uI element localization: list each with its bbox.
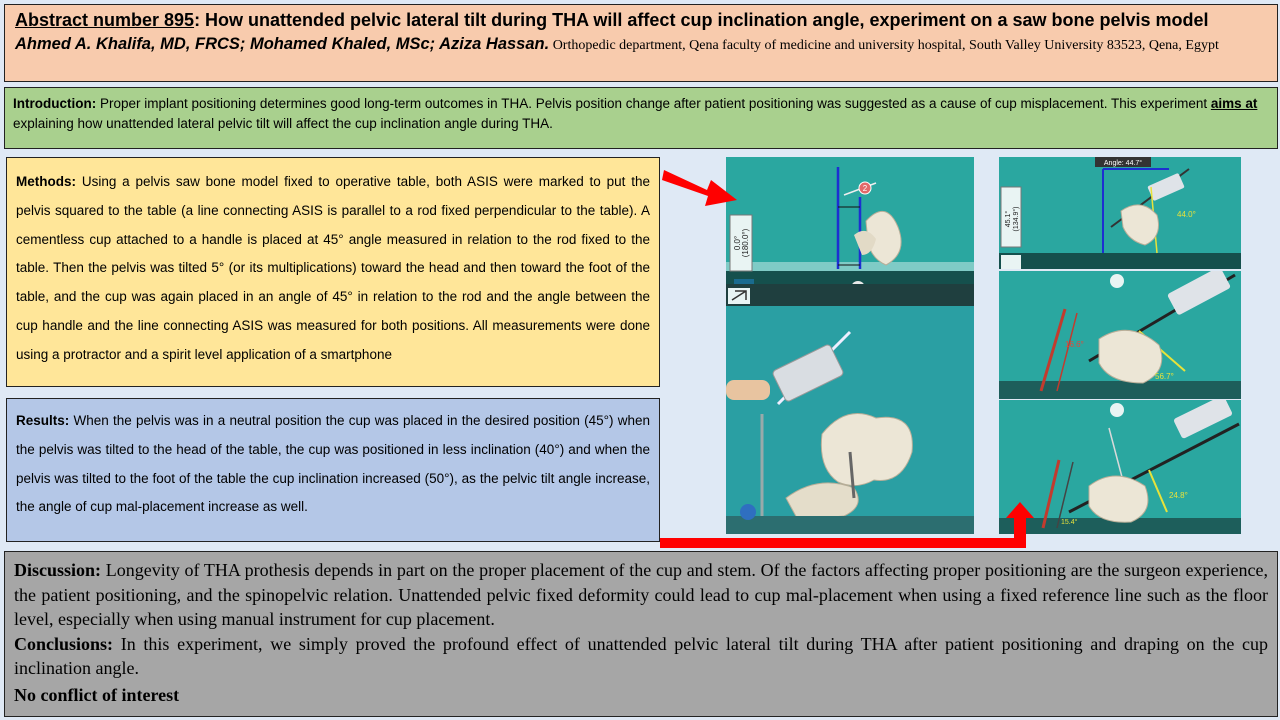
abstract-number: Abstract number 895 — [15, 10, 195, 30]
conclusions-text: In this experiment, we simply proved the profound effect of unattended pelvic lateral tilt during THA after patient positioning and draping on the cup inclination angle. — [14, 633, 1268, 678]
p4-angle-a: 16.6° — [1065, 340, 1084, 349]
p1-readout-2: (180.0°) — [741, 228, 750, 258]
p3-angle: 44.0° — [1177, 210, 1196, 219]
p3-readout-2: (134.9°) — [1013, 206, 1020, 232]
discussion-text: Longevity of THA prothesis depends in part on the proper placement of the cup and stem. Of the factors affecting proper positioning are the surgeon experience, the patient positioning, and the spinopelvic relation. Unattended pelvic fixed deformity could lead to cup mal-placement when using a fixed reference line such as the floor level, especially when using manual instrument for cup placement. — [14, 560, 1268, 629]
introduction-text-2: explaining how unattended lateral pelvic tilt will affect the cup inclination angle during THA. — [13, 116, 553, 131]
arrow-to-photos — [662, 170, 737, 206]
methods-text: Using a pelvis saw bone model fixed to operative table, both ASIS were marked to put the pelvis squared to the table (a line connecting ASIS is parallel to a rod fixed perpendicular to the table). A cementless cup attached to a handle is placed at 45° angle measured in relation to the rod fixed to the table. Then the pelvis was tilted 5° (or its multiplications) toward the head and then toward the foot of the table, and the cup was again placed in an angle of 45° in relation to the rod and the angle between the cup handle and the line connecting ASIS was measured for both positions. All measurements were done using a protractor and a spirit level application of a smartphone — [16, 174, 650, 362]
p1-badge: 2 — [862, 184, 868, 193]
introduction-emphasis: aims at — [1210, 96, 1258, 111]
title-text: : How unattended pelvic lateral tilt during THA will affect cup inclination angle, experiment on a saw bone pelvis model — [194, 10, 1209, 30]
arrow-to-right-photos — [660, 502, 1034, 548]
p3-readout: 45.1° — [1005, 210, 1012, 228]
p4-angle-b: 56.7° — [1155, 372, 1174, 381]
introduction-text-1: Proper implant positioning determines good long-term outcomes in THA. Pelvis position change after patient positioning was suggested as a cause of cup misplacement. This experiment — [96, 96, 1211, 111]
conflict-statement: No conflict of interest — [14, 684, 180, 705]
p5-angle-b: 15.4° — [1061, 519, 1078, 526]
affiliation: Orthopedic department, Qena faculty of medicine and university hospital, South Valley University 83523, Qena, Egypt — [549, 38, 1219, 53]
discussion-label: Discussion: — [14, 560, 102, 580]
methods-label: Methods: — [16, 174, 76, 189]
results-label: Results: — [16, 413, 70, 428]
p1-readout: 0.0° — [733, 235, 742, 251]
authors: Ahmed A. Khalifa, MD, FRCS; Mohamed Khaled, MSc; Aziza Hassan. — [15, 35, 550, 53]
p3-top-readout: Angle: 44.7° — [1103, 160, 1143, 167]
conclusions-label: Conclusions: — [14, 633, 114, 654]
p5-angle-a: 24.8° — [1169, 491, 1188, 500]
results-text: When the pelvis was in a neutral position the cup was placed in the desired position (45°) when the pelvis was tilted to the head of the table, the cup was positioned in less inclination (40°) and when the pelvis was tilted to the foot of the table the cup inclination increased (50°), as the pelvic tilt angle increase, the angle of cup mal-placement increase as well. — [16, 413, 650, 515]
introduction-label: Introduction: — [13, 96, 97, 111]
